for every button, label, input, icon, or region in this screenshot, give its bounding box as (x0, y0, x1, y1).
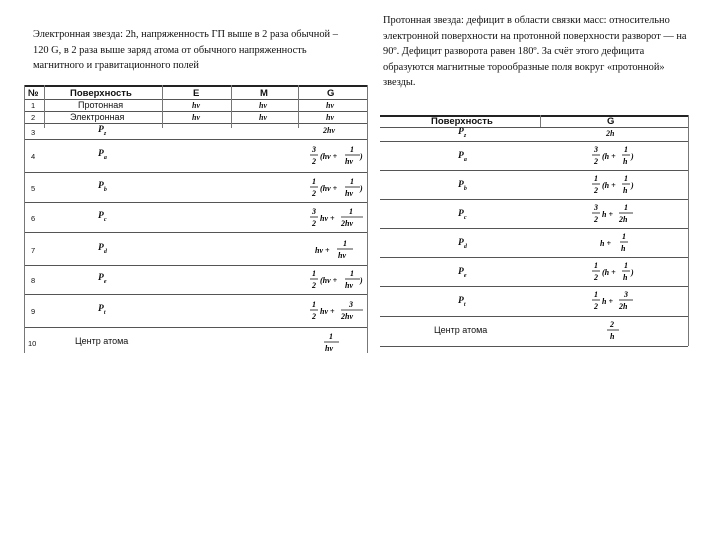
svg-text:2hν: 2hν (341, 219, 353, 228)
svg-text:h: h (610, 332, 615, 341)
svg-text:(h +: (h + (602, 181, 616, 190)
svg-text:): ) (631, 181, 634, 190)
svg-text:2: 2 (610, 320, 614, 329)
svg-text:1: 1 (594, 261, 598, 270)
g-cell: 2hν (323, 126, 335, 135)
svg-text:1: 1 (350, 145, 354, 154)
col-header-g: G (607, 116, 615, 127)
svg-text:hν: hν (345, 281, 353, 290)
g-formula (590, 287, 640, 315)
g-formula (590, 258, 640, 286)
svg-text:2: 2 (312, 189, 316, 198)
g-formula (590, 171, 640, 199)
g-formula (308, 204, 366, 232)
svg-text:1: 1 (594, 290, 598, 299)
left-paragraph: Электронная звезда: 2h, напряженность ГП выше в 2 раза обычной – 120 G, в 2 раза выше заряд атома от обычного напряженность магнитного и гравитационного полей (33, 29, 338, 71)
surface-cell: $P_a$ (98, 149, 107, 161)
surface-cell: $P_b$ (458, 180, 467, 192)
svg-text:2: 2 (594, 215, 598, 224)
svg-text:hν: hν (325, 344, 333, 353)
e-cell: hν (192, 101, 200, 110)
g-formula (308, 174, 366, 202)
svg-text:(hν +: (hν + (320, 276, 338, 285)
e-cell: hν (192, 113, 200, 122)
row-number: 5 (31, 184, 36, 193)
col-header-surface: Поверхность (431, 116, 493, 127)
svg-text:hν: hν (345, 189, 353, 198)
svg-text:1: 1 (350, 177, 354, 186)
svg-text:hν +: hν + (315, 246, 330, 255)
svg-text:): ) (631, 268, 634, 277)
svg-text:h: h (623, 186, 628, 195)
surface-cell: $P_z$ (98, 125, 107, 137)
row-number: 9 (31, 307, 36, 316)
svg-text:hν +: hν + (320, 214, 335, 223)
svg-text:1: 1 (624, 203, 628, 212)
surface-cell: $P_e$ (458, 267, 467, 279)
svg-text:): ) (631, 152, 634, 161)
row-number: 1 (31, 101, 36, 110)
svg-text:h +: h + (600, 239, 612, 248)
surface-cell: Электронная (70, 112, 125, 122)
g-cell: hν (326, 101, 334, 110)
svg-text:h +: h + (602, 210, 614, 219)
svg-text:2h: 2h (619, 302, 628, 311)
m-cell: hν (259, 113, 267, 122)
svg-text:h: h (623, 273, 628, 282)
svg-text:1: 1 (622, 232, 626, 241)
svg-text:h: h (623, 157, 628, 166)
g-cell: 2h (606, 129, 615, 138)
surface-cell: $P_t$ (458, 296, 466, 308)
svg-text:h +: h + (602, 297, 614, 306)
surface-cell: Центр атома (75, 336, 129, 346)
svg-text:2: 2 (312, 281, 316, 290)
svg-text:3: 3 (594, 203, 598, 212)
row-number: 4 (31, 152, 36, 161)
svg-text:(hν +: (hν + (320, 152, 338, 161)
svg-text:3: 3 (594, 145, 598, 154)
svg-text:2: 2 (594, 302, 598, 311)
svg-text:2: 2 (312, 219, 316, 228)
row-number: 3 (31, 128, 36, 137)
svg-text:hν +: hν + (320, 307, 335, 316)
svg-text:1: 1 (594, 174, 598, 183)
g-formula (308, 142, 366, 170)
svg-text:1: 1 (624, 145, 628, 154)
col-header-m: M (260, 88, 268, 99)
surface-cell: $P_t$ (98, 304, 106, 316)
g-formula (313, 236, 358, 264)
surface-cell: $P_b$ (98, 181, 107, 193)
svg-text:1: 1 (312, 177, 316, 186)
svg-text:hν: hν (345, 157, 353, 166)
svg-text:2: 2 (594, 273, 598, 282)
svg-text:2hν: 2hν (341, 312, 353, 321)
svg-text:1: 1 (624, 261, 628, 270)
svg-text:3: 3 (312, 145, 316, 154)
surface-cell: $P_c$ (458, 209, 467, 221)
svg-text:1: 1 (329, 332, 333, 341)
g-formula (590, 200, 640, 228)
svg-text:1: 1 (343, 239, 347, 248)
svg-text:hν: hν (338, 251, 346, 260)
surface-cell: $P_c$ (98, 211, 107, 223)
svg-text:3: 3 (349, 300, 353, 309)
svg-text:1: 1 (312, 269, 316, 278)
surface-cell: $P_z$ (458, 127, 467, 139)
col-header-number: № (28, 88, 39, 99)
g-formula (308, 266, 366, 294)
row-number: 2 (31, 113, 36, 122)
surface-cell: $P_d$ (98, 243, 107, 255)
svg-text:): ) (360, 276, 363, 285)
svg-text:(h +: (h + (602, 268, 616, 277)
g-formula (598, 229, 632, 257)
svg-text:h: h (621, 244, 626, 253)
g-cell: hν (326, 113, 334, 122)
surface-cell: $P_d$ (458, 238, 467, 250)
surface-cell: $P_e$ (98, 273, 107, 285)
row-number: 6 (31, 214, 36, 223)
g-formula (322, 329, 342, 355)
svg-text:): ) (360, 184, 363, 193)
svg-text:1: 1 (624, 174, 628, 183)
surface-cell: Центр атома (434, 325, 488, 335)
svg-text:2h: 2h (619, 215, 628, 224)
right-paragraph: Протонная звезда: дефицит в области связки масс: относительно электронной поверхности на протонной поверхности разворот — на 90º. Дефицит разворота равен 180º. За счёт этого дефицита образуются магнитные торообразные поля вокруг «протонной» звезды. (383, 15, 687, 88)
surface-cell: $P_a$ (458, 151, 467, 163)
col-header-e: E (193, 88, 200, 99)
col-header-g: G (327, 88, 335, 99)
m-cell: hν (259, 101, 267, 110)
svg-text:(h +: (h + (602, 152, 616, 161)
svg-text:2: 2 (594, 186, 598, 195)
svg-text:2: 2 (312, 312, 316, 321)
svg-text:1: 1 (349, 207, 353, 216)
svg-text:3: 3 (312, 207, 316, 216)
svg-text:1: 1 (350, 269, 354, 278)
g-formula (604, 317, 624, 345)
row-number: 8 (31, 276, 36, 285)
svg-text:): ) (360, 152, 363, 161)
svg-text:2: 2 (312, 157, 316, 166)
col-header-surface: Поверхность (70, 88, 132, 99)
row-number: 7 (31, 246, 36, 255)
row-number: 10 (28, 339, 37, 348)
g-formula (590, 142, 640, 170)
svg-text:2: 2 (594, 157, 598, 166)
svg-text:1: 1 (312, 300, 316, 309)
surface-cell: Протонная (78, 100, 124, 110)
g-formula (308, 297, 366, 325)
svg-text:3: 3 (624, 290, 628, 299)
svg-text:(hν +: (hν + (320, 184, 338, 193)
